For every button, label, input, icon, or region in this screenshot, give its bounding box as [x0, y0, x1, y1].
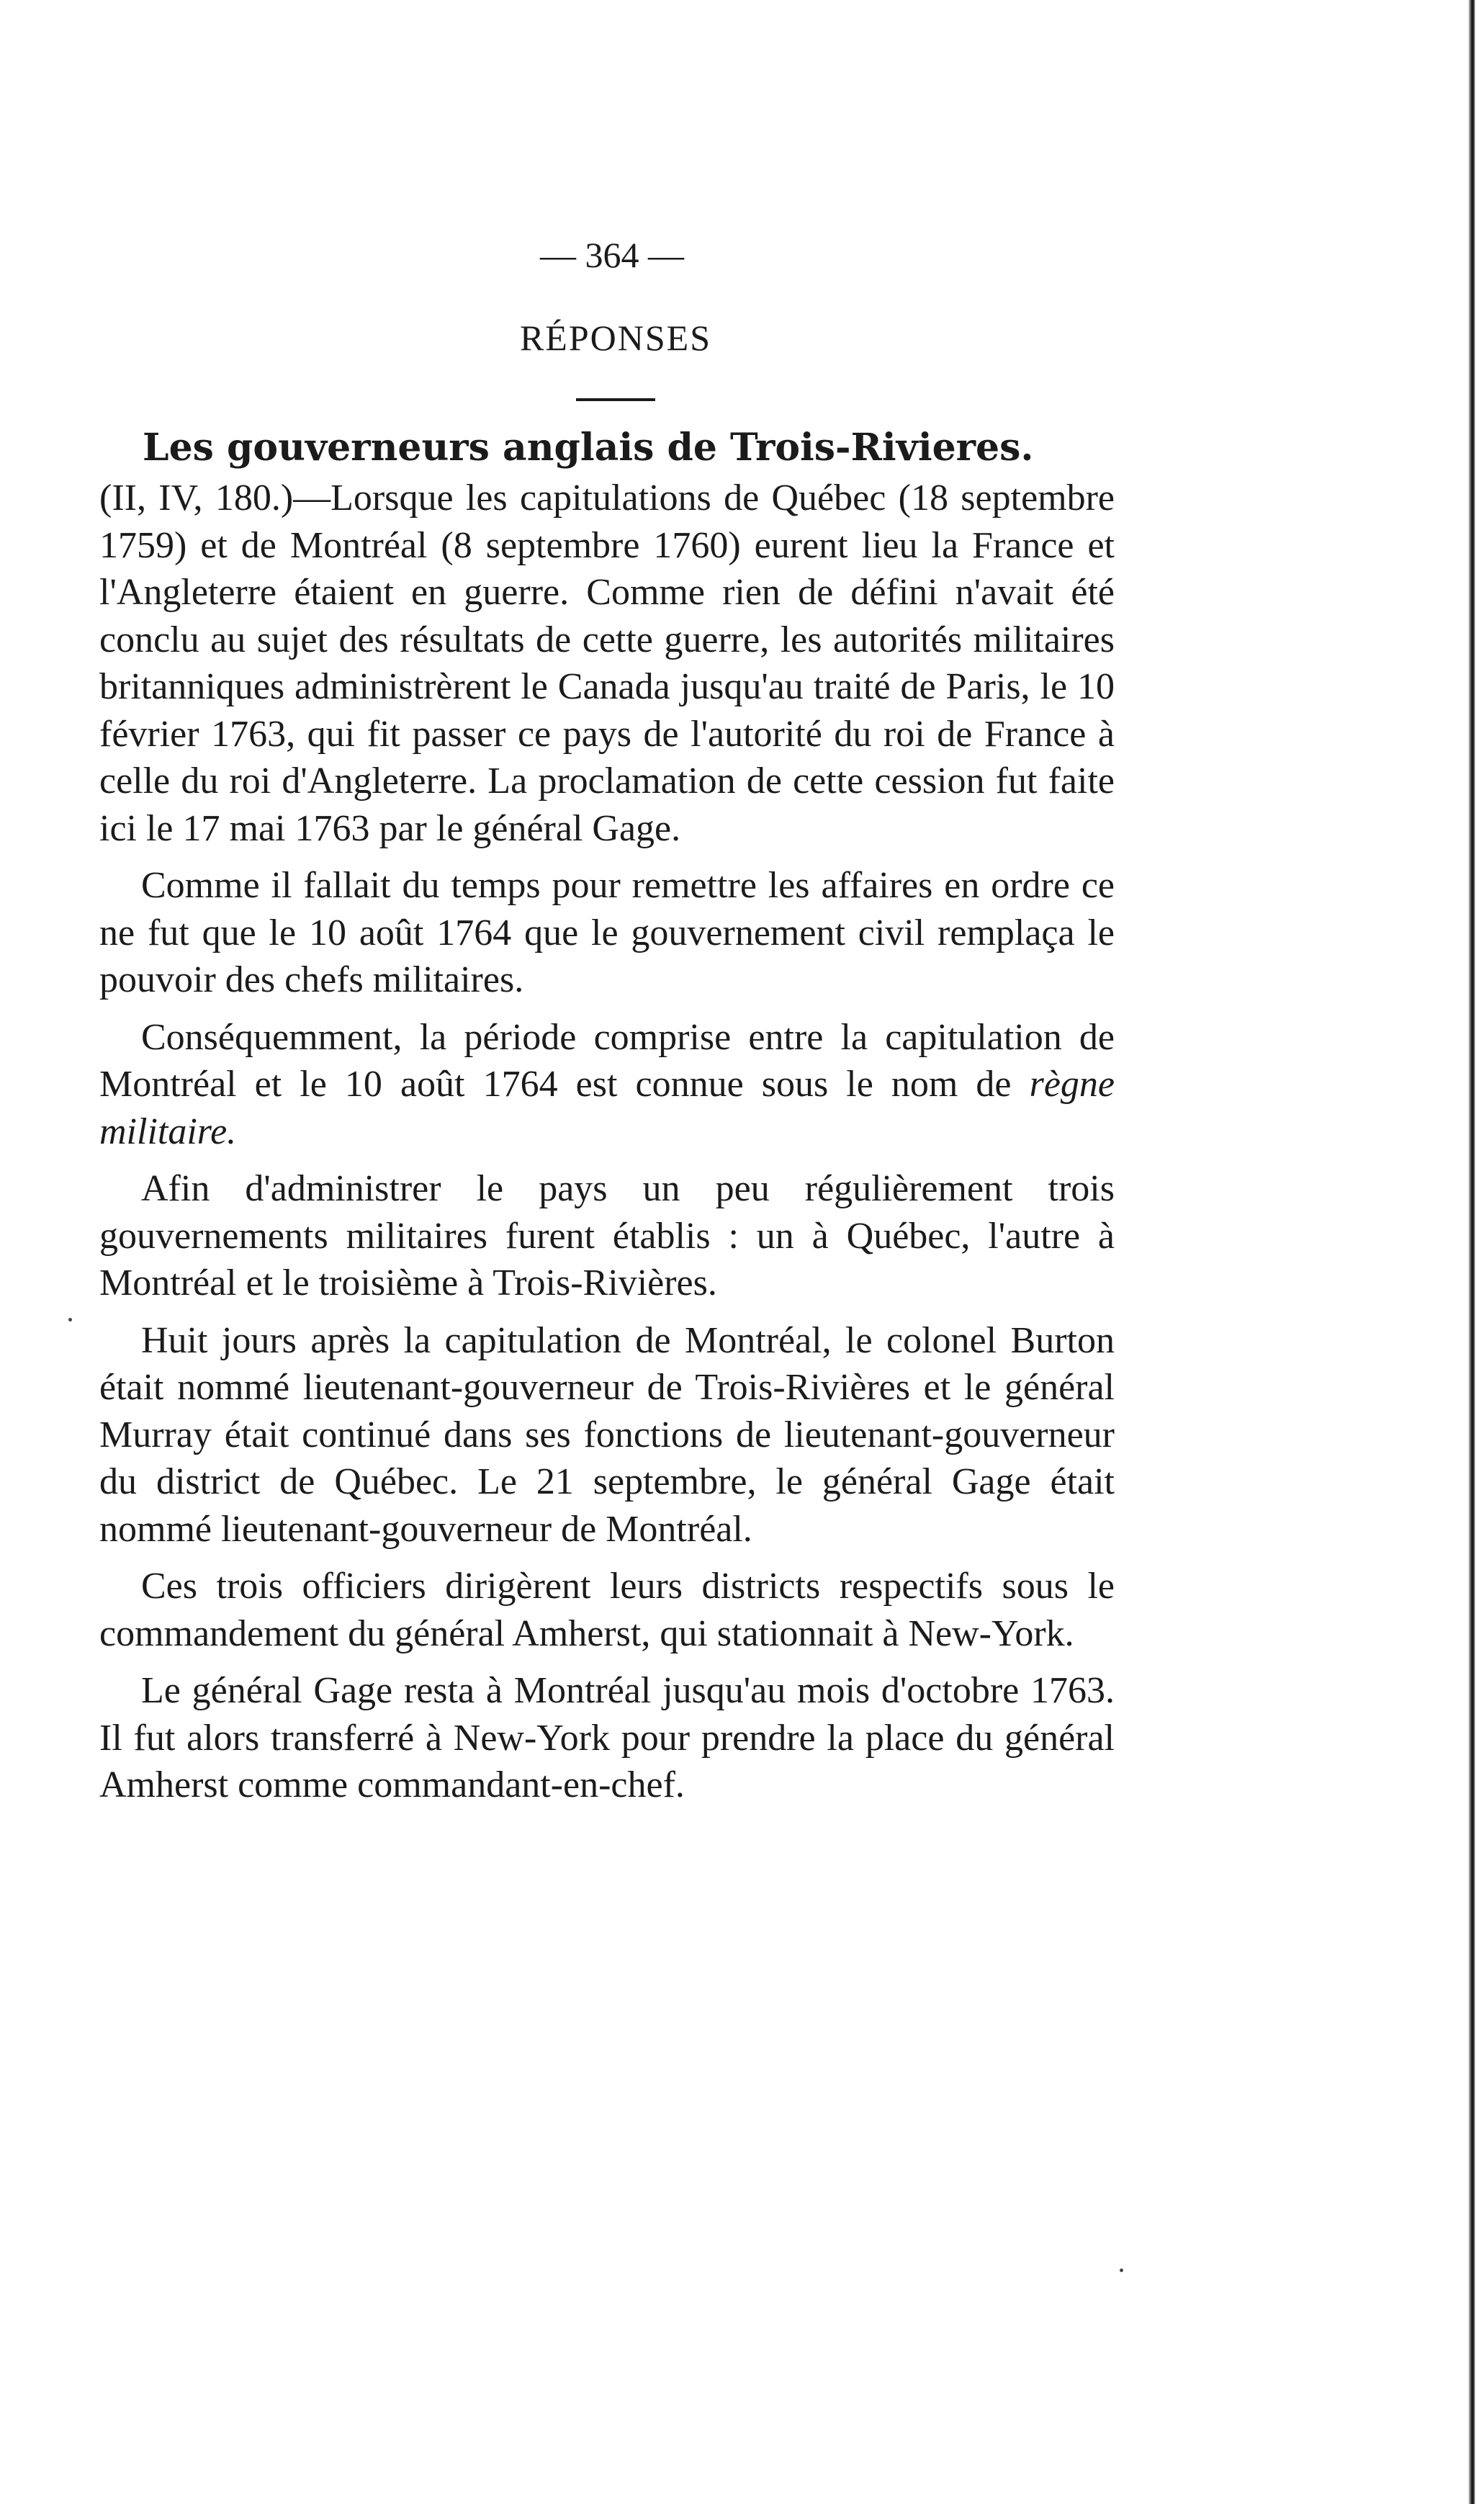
paragraph-7: Le général Gage resta à Montréal jusqu'au mois d'octobre 1763. Il fut alors transferré à New-York pour prendre la place du général Amherst comme commandant-en-chef. [99, 1670, 1115, 1805]
page-edge-shadow [1468, 0, 1475, 2504]
italic-phrase: règne militaire. [99, 1064, 1115, 1152]
paragraph-3 [99, 1014, 1115, 1156]
scan-speck [68, 1318, 72, 1321]
paragraph-5: Huit jours après la capitulation de Montréal, le colonel Burton était nommé lieutenant-gouverneur de Trois-Rivières et le général Murray était continué dans ses fonctions de lieutenant-gouverneur du district de Québec. Le 21 septembre, le général Gage était nommé lieutenant-gouverneur de Montréal. [99, 1319, 1115, 1550]
scan-speck [1120, 2269, 1123, 2272]
article-heading: Les gouverneurs anglais de Trois-Rivieres. [143, 426, 1034, 470]
page-number: — 364 — [540, 235, 684, 275]
article-body [99, 421, 1115, 1819]
paragraph-4: Afin d'administrer le pays un peu régulièrement trois gouvernements militaires furent établis : un à Québec, l'autre à Montréal et le troisième à Trois-Rivières. [99, 1168, 1115, 1303]
section-title: RÉPONSES [519, 318, 712, 358]
paragraph-1: (II, IV, 180.)—Lorsque les capitulations de Québec (18 septembre 1759) et de Montréal (8 septembre 1760) eurent lieu la France et l'Angleterre étaient en guerre. Comme rien de défini n'avait été conclu au sujet des résultats de cette guerre, les autorités militaires britanniques administrèrent le Canada jusqu'au traité de Paris, le 10 février 1763, qui fit passer ce pays de l'autorité du roi de France à celle du roi d'Angleterre. La proclamation de cette cession fut faite ici le 17 mai 1763 par le général Gage. [99, 477, 1115, 849]
paragraph-6: Ces trois officiers dirigèrent leurs districts respectifs sous le commandement du général Amherst, qui stationnait à New-York. [99, 1566, 1115, 1654]
paragraph-3-text: Conséquemment, la période comprise entre la capitulation de Montréal et le 10 août 1764 est connue sous le nom de [99, 1016, 1115, 1105]
title-rule [576, 398, 655, 401]
paragraph-2: Comme il fallait du temps pour remettre les affaires en ordre ce ne fut que le 10 août 1764 que le gouvernement civil remplaça le pouvoir des chefs militaires. [99, 865, 1115, 1000]
